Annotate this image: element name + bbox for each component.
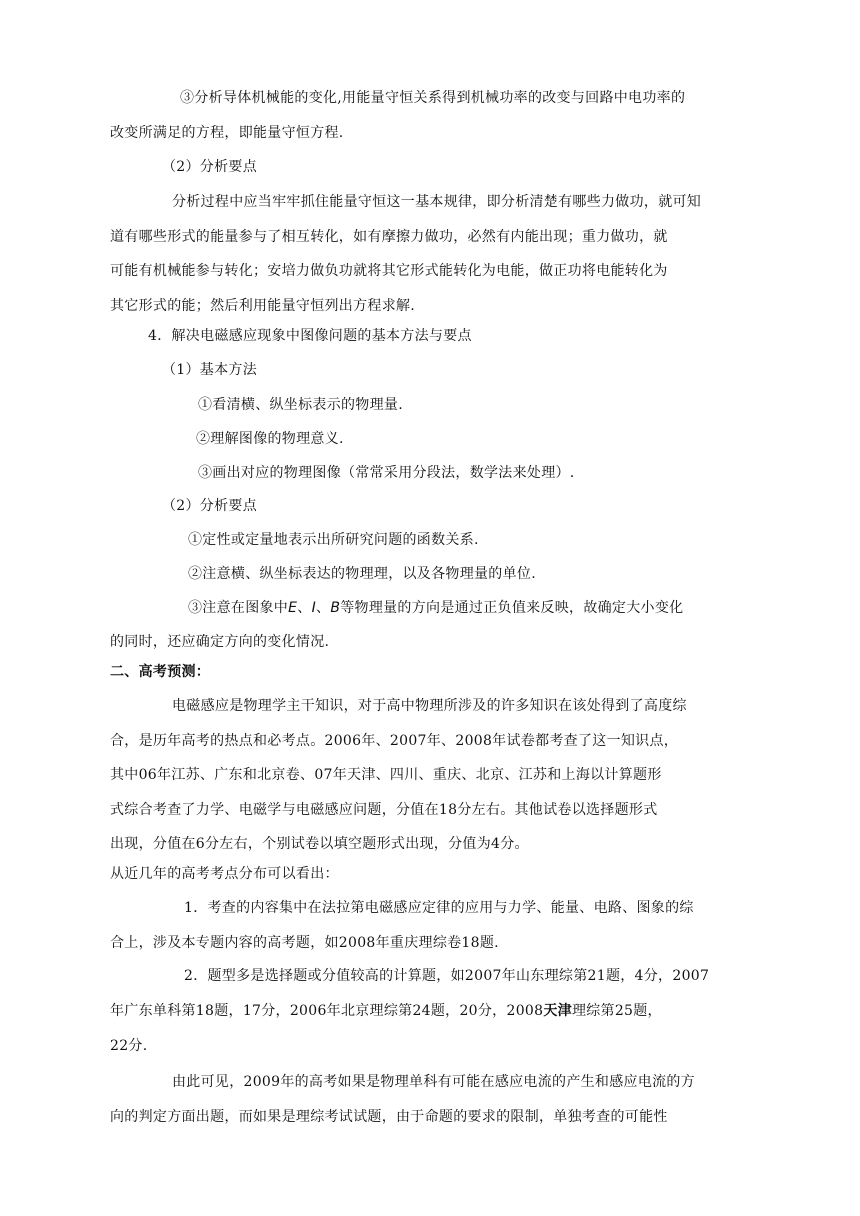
text-line: 分析过程中应当牢牢抓住能量守恒这一基本规律，即分析清楚有哪些力做功，就可知 (172, 194, 702, 210)
symbol-i: I (311, 600, 317, 616)
list-item-with-symbols (188, 598, 683, 618)
text-line: 其它形式的能；然后利用能量守恒列出方程求解. (110, 298, 416, 314)
list-item: ①看清横、纵坐标表示的物理量. (198, 397, 403, 413)
text-segment: 理综第25题， (571, 1003, 662, 1019)
text-line: 由此可见，2009年的高考如果是物理单科有可能在感应电流的产生和感应电流的方 (172, 1074, 696, 1090)
subheading: （2）分析要点 (162, 159, 258, 175)
text-line: 向的判定方面出题，而如果是理综考试试题，由于命题的要求的限制，单独考查的可能性 (110, 1109, 668, 1125)
text-line: 可能有机械能参与转化；安培力做负功就将其它形式能转化为电能，做正功将电能转化为 (110, 263, 668, 279)
text-line: 电磁感应是物理学主干知识，对于高中物理所涉及的许多知识在该处得到了高度综 (172, 698, 687, 714)
list-item: ③画出对应的物理图像（常常采用分段法，数学法来处理）. (198, 465, 575, 481)
bold-term: 天津 (543, 1003, 572, 1019)
text-segment: 年广东单科第18题，17分，2006年北京理综第24题，20分，2008 (110, 1003, 544, 1019)
list-item: ②注意横、纵坐标表达的物理理，以及各物理量的单位. (188, 566, 536, 582)
subheading: （1）基本方法 (162, 362, 258, 378)
list-item: 1．考查的内容集中在法拉第电磁感应定律的应用与力学、能量、电路、图象的综 (184, 900, 694, 916)
text-line: 合上，涉及本专题内容的高考题，如2008年重庆理综卷18题. (110, 935, 499, 951)
text-segment: 、 (316, 600, 331, 616)
text-line-with-bold (110, 1001, 662, 1021)
symbol-e: E (288, 600, 298, 616)
list-item: ①定性或定量地表示出所研究问题的函数关系. (188, 532, 479, 548)
text-line: ③分析导体机械能的变化,用能量守恒关系得到机械功率的改变与回路中电功率的 (180, 90, 686, 106)
text-line: 合，是历年高考的热点和必考点。2006年、2007年、2008年试卷都考查了这一知识点， (110, 733, 679, 749)
list-item: 2．题型多是选择题或分值较高的计算题，如2007年山东理综第21题，4分，2007 (184, 968, 710, 984)
text-segment: 等物理量的方向是通过正负值来反映，故确定大小变化 (340, 600, 684, 616)
text-line: 改变所满足的方程，即能量守恒方程. (110, 125, 344, 141)
text-line: 道有哪些形式的能量参与了相互转化，如有摩擦力做功，必然有内能出现；重力做功，就 (110, 229, 668, 245)
text-line: 的同时，还应确定方向的变化情况. (110, 634, 330, 650)
text-line: 从近几年的高考考点分布可以看出： (110, 866, 339, 882)
text-segment: 、 (297, 600, 312, 616)
text-line: 其中06年江苏、广东和北京卷、07年天津、四川、重庆、北京、江苏和上海以计算题形 (110, 767, 662, 783)
subheading: （2）分析要点 (162, 498, 258, 514)
text-line: 式综合考查了力学、电磁学与电磁感应问题，分值在18分左右。其他试卷以选择题形式 (110, 802, 658, 818)
list-item: ②理解图像的物理意义. (196, 431, 344, 447)
text-line: 出现，分值在6分左右，个别试卷以填空题形式出现，分值为4分。 (110, 836, 529, 852)
text-segment: ③注意在图象中 (188, 600, 289, 616)
section-heading: 4．解决电磁感应现象中图像问题的基本方法与要点 (148, 328, 472, 344)
text-line: 22分. (110, 1038, 148, 1054)
symbol-b: B (330, 600, 341, 616)
section-title: 二、高考预测： (110, 664, 211, 680)
